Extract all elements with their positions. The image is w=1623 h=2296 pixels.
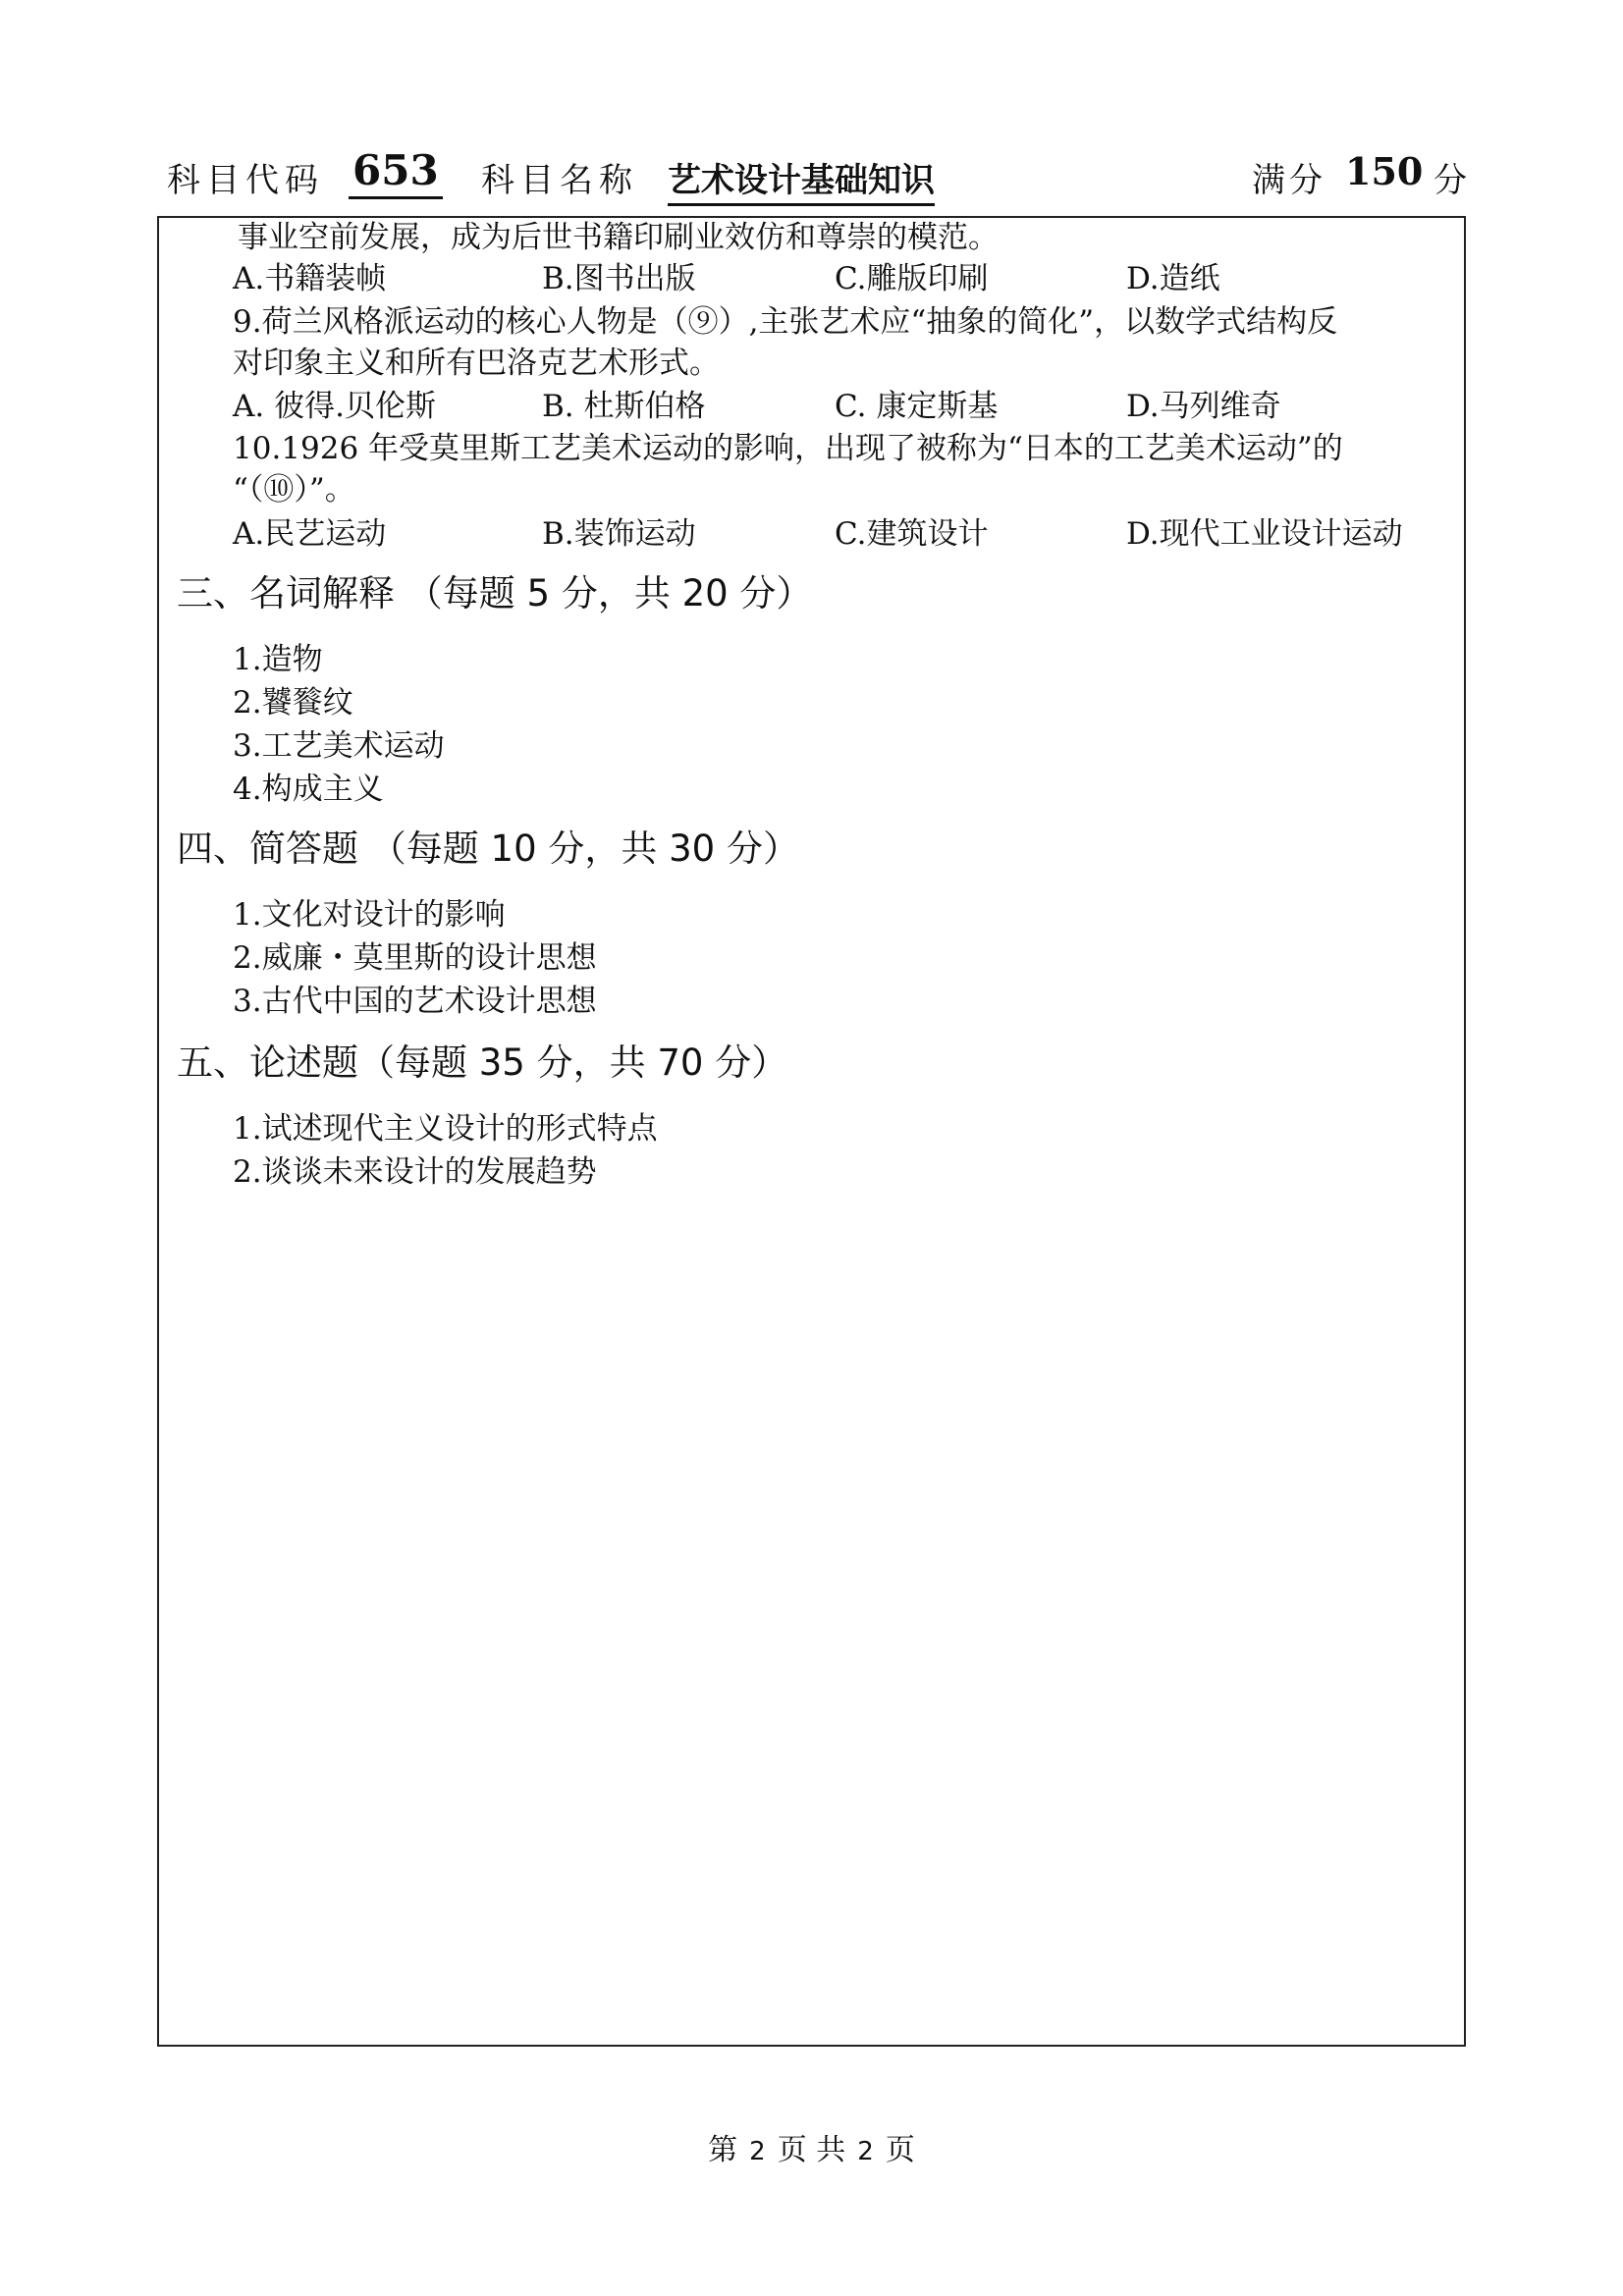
option-a: A.书籍装帧 <box>233 261 387 296</box>
subject-code: 653 <box>349 145 443 199</box>
section-4-item: 2.威廉・莫里斯的设计思想 <box>233 940 597 976</box>
page-footer <box>0 2125 1623 2168</box>
full-score-label: 满分 <box>1252 161 1326 200</box>
exam-header <box>167 146 1467 206</box>
section-3-item: 4.构成主义 <box>233 772 384 807</box>
section-5-item: 2.谈谈未来设计的发展趋势 <box>233 1154 597 1190</box>
question-10-text: 10.1926 年受莫里斯工艺美术运动的影响，出现了被称为“日本的工艺美术运动”的 <box>233 431 1343 466</box>
section-5-item: 1.试述现代主义设计的形式特点 <box>233 1111 658 1147</box>
q9-option-b: B. 杜斯伯格 <box>542 389 706 424</box>
q10-option-c: C.建筑设计 <box>835 516 989 552</box>
subject-code-label: 科目代码 <box>167 161 324 200</box>
question-9-text: 9.荷兰风格派运动的核心人物是（⑨）,主张艺术应“抽象的简化”，以数学式结构反 <box>233 304 1338 340</box>
section-3-item: 2.饕餮纹 <box>233 685 353 721</box>
q9-option-a: A. 彼得.贝伦斯 <box>233 389 436 424</box>
q10-option-a: A.民艺运动 <box>233 516 387 552</box>
section-4-item: 3.古代中国的艺术设计思想 <box>233 984 597 1019</box>
q9-option-d: D.马列维奇 <box>1126 389 1281 424</box>
section-4-title: 四、简答题 （每题 10 分，共 30 分） <box>177 828 799 870</box>
section-3-title: 三、名词解释 （每题 5 分，共 20 分） <box>177 572 813 614</box>
total-page-number: 2 <box>857 2137 874 2166</box>
full-score-unit: 分 <box>1434 161 1467 200</box>
subject-name: 艺术设计基础知识 <box>668 153 935 206</box>
footer-suffix: 页 <box>885 2133 915 2167</box>
question-10-text-cont: “（⑩）”。 <box>233 472 355 507</box>
full-score: 150 <box>1345 149 1424 193</box>
content-frame <box>157 216 1466 2047</box>
current-page-number: 2 <box>749 2137 766 2166</box>
section-4-item: 1.文化对设计的影响 <box>233 897 506 933</box>
option-b: B.图书出版 <box>542 261 696 296</box>
q10-option-d: D.现代工业设计运动 <box>1126 516 1403 552</box>
footer-prefix: 第 <box>708 2133 738 2167</box>
section-3-item: 1.造物 <box>233 642 323 677</box>
footer-mid: 页 共 <box>777 2133 846 2167</box>
q10-option-b: B.装饰运动 <box>542 516 696 552</box>
question-continuation-text: 事业空前发展，成为后世书籍印刷业效仿和尊崇的模范。 <box>238 220 999 255</box>
option-d: D.造纸 <box>1126 261 1220 296</box>
section-5-title: 五、论述题（每题 35 分，共 70 分） <box>177 1041 788 1084</box>
subject-name-label: 科目名称 <box>481 161 638 200</box>
option-c: C.雕版印刷 <box>835 261 989 296</box>
q9-option-c: C. 康定斯基 <box>835 389 999 424</box>
section-3-item: 3.工艺美术运动 <box>233 728 445 764</box>
question-9-text-cont: 对印象主义和所有巴洛克艺术形式。 <box>233 346 720 381</box>
